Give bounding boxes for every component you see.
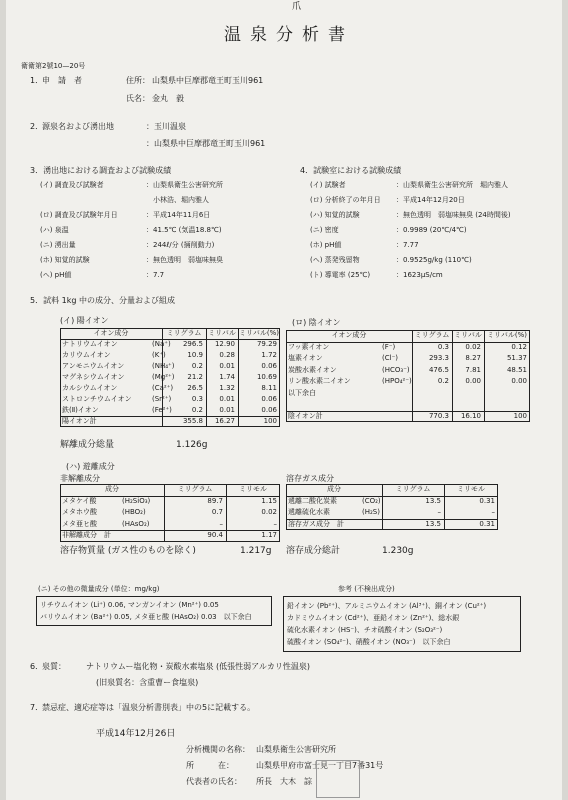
table-cell: 0.12 [511, 342, 527, 351]
field-label: (ロ) 調査及び試験年月日 [40, 211, 118, 219]
table-cell: 89.7 [207, 496, 223, 505]
ion-name: ナトリウムイオン [62, 340, 118, 348]
reference-line: カドミウムイオン (Cd²⁺)、亜鉛イオン (Zn²⁺)、総水銀 [287, 614, 460, 622]
field-value: ：41.5℃ (気温18.8℃) [146, 226, 222, 234]
table-cell: 8.11 [261, 384, 277, 392]
table-cell: 21.2 [187, 373, 203, 381]
reference-caption: 参考 (不検出成分) [338, 585, 395, 593]
field-value: ：0.9525g/kg (110℃) [396, 256, 472, 264]
ion-formula: (Fe²⁺) [152, 406, 172, 414]
table-header: ミリバル(%) [487, 331, 527, 339]
ion-name: アンモニウムイオン [62, 362, 125, 370]
field-label: (ホ) pH値 [310, 241, 342, 249]
field-label: (イ) 試験者 [310, 181, 346, 189]
right-shadow [562, 0, 568, 800]
table-cell: 0.2 [437, 377, 449, 385]
table-cell: 0.01 [219, 406, 235, 414]
field-value: 小林浩、堀内雅人 [146, 196, 209, 204]
official-seal [316, 760, 360, 798]
table-cell: – [491, 508, 495, 516]
ion-formula: (Na⁺) [152, 340, 171, 348]
table-cell: 48.51 [506, 365, 527, 374]
field-value: ：平成14年12月20日 [396, 196, 465, 204]
spring-quality: ナトリウムー塩化物・炭酸水素塩泉 (低張性弱アルカリ性温泉) [86, 662, 310, 671]
table-header: 成分 [327, 485, 341, 493]
representative-label: 代表者の氏名： [186, 777, 242, 786]
table-cell: 8.27 [465, 354, 481, 362]
table-total-cell: 13.5 [425, 519, 441, 528]
component-total-value: 1.230g [382, 546, 414, 556]
table-cell: 1.72 [261, 351, 277, 359]
table-total-cell: 355.8 [182, 417, 203, 425]
org-address-label: 所 在： [186, 761, 234, 770]
sec4-title: 4．試験室における試験成績 [300, 166, 402, 175]
table-cell: 7.81 [465, 365, 481, 374]
table-cell: 10.9 [187, 351, 203, 359]
table-total-cell: 16.10 [460, 411, 481, 420]
ion-name: フッ素イオン [288, 342, 330, 351]
ion-name: ストロンチウムイオン [62, 395, 132, 403]
table-cell: 0.2 [191, 406, 203, 414]
table-cell: 0.3 [191, 395, 203, 403]
field-label: (ハ) 泉温 [40, 226, 69, 234]
table-cell: 1.74 [219, 373, 235, 381]
table-cell: 0.3 [437, 342, 449, 351]
free-subcaption: 非解離成分 [60, 474, 100, 483]
table-header: ミリバル(%) [239, 329, 279, 337]
ion-formula: (H₂SiO₃) [122, 496, 151, 505]
field-value: ：山梨県衛生公害研究所 [146, 181, 223, 189]
field-value: ：1623μS/cm [396, 271, 443, 279]
ion-name: カルシウムイオン [62, 384, 118, 392]
spring-quality-label: 泉質： [42, 662, 66, 671]
field-label: (ニ) 湧出量 [40, 241, 76, 249]
table-header: イオン成分 [331, 331, 367, 339]
table-header: ミリグラム [395, 485, 431, 493]
document-title: 温泉分析書 [224, 25, 354, 45]
trace-line-2: バリウムイオン (Ba²⁺) 0.05, メタ亜ヒ酸 (HAsO₂) 0.03 以下余白 [40, 613, 252, 621]
ion-formula: (Cl⁻) [382, 354, 398, 362]
table-cell: 0.02 [261, 508, 277, 516]
table-cell: 0.06 [261, 362, 277, 370]
document-number: 衛衛第2號10—20号 [21, 62, 86, 70]
cations-caption: (イ) 陽イオン [60, 316, 109, 325]
table-cell: 0.00 [465, 377, 481, 385]
table-cell: 13.5 [425, 496, 441, 505]
table-header: ミリモル [457, 485, 485, 493]
table-cell: 0.31 [479, 496, 495, 505]
ion-formula: (CO₂) [362, 496, 381, 505]
ion-formula: (K⁺) [152, 351, 166, 359]
ion-formula: (HAsO₂) [122, 519, 150, 528]
ion-formula: (Sr²⁺) [152, 395, 172, 403]
solute-total-value: 1.217g [240, 546, 272, 556]
table-cell: 0.00 [511, 377, 527, 385]
field-label: (ヘ) pH値 [40, 271, 72, 279]
spring-location: ：山梨県中巨摩郡竜王町玉川961 [146, 139, 266, 148]
field-value: ：無色透明 弱塩味無臭 [146, 256, 223, 264]
applicant-address-label: 住所： [126, 76, 150, 85]
spring-name: ：玉川温泉 [146, 122, 186, 131]
representative-name: 所長 大木 誴 [256, 777, 312, 786]
dissolved-total-label: 解離成分総量 [60, 440, 115, 450]
sec2-num: 2． [30, 122, 44, 131]
field-label: (ニ) 密度 [310, 226, 339, 234]
sec6-num: 6． [30, 662, 44, 671]
old-spring-quality: (旧泉質名：含重曹ー食塩泉) [96, 678, 199, 687]
ion-name: メタケイ酸 [62, 496, 97, 505]
table-cell: 0.2 [191, 362, 203, 370]
table-header: ミリグラム [166, 329, 202, 337]
ion-name: 鉄(Ⅱ)イオン [62, 406, 99, 414]
ion-formula: (F⁻) [382, 342, 396, 351]
table-header: ミリバル [208, 329, 236, 337]
ion-formula: (HCO₃⁻) [382, 365, 410, 374]
table-header: ミリグラム [177, 485, 213, 493]
table-cell: 0.06 [261, 406, 277, 414]
field-value: ：0.9989 (20℃/4℃) [396, 226, 467, 234]
ion-name: 遞離硫化水素 [288, 508, 330, 516]
table-cell: 0.02 [465, 342, 481, 351]
table-cell: 293.3 [428, 354, 449, 362]
trace-caption: (ニ) その他の微量成分 (単位：mg/kg) [38, 585, 160, 593]
field-label: (イ) 調査及び試験者 [40, 181, 104, 189]
table-header: ミリバル [454, 331, 482, 339]
field-value: ：無色透明 弱塩味無臭 (24時間後) [396, 211, 511, 219]
gas-caption: 溶存ガス成分 [286, 474, 334, 483]
table-total-label: 溶存ガス成分 計 [288, 519, 344, 528]
field-label: (ハ) 知覚的試験 [310, 211, 360, 219]
component-total-label: 溶存成分総計 [286, 546, 341, 556]
reference-line: 硫酸イオン (SO₄²⁻)、硝酸イオン (NO₃⁻) 以下余白 [287, 638, 451, 646]
table-cell: 1.32 [219, 384, 235, 392]
table-cell: 476.5 [428, 365, 449, 374]
free-caption: (ハ) 遊離成分 [66, 462, 115, 471]
table-cell: 0.28 [219, 351, 235, 359]
org-label: 分析機関の名称： [186, 745, 250, 754]
table-header: ミリグラム [414, 331, 450, 339]
sec3-title: 3．湧出地における調査および試験成績 [30, 166, 172, 175]
table-cell: 1.15 [261, 496, 277, 505]
table-total-cell: 100 [263, 417, 277, 425]
field-value: ：平成14年11月6日 [146, 211, 211, 219]
ion-formula: (Mg²⁺) [152, 373, 175, 381]
field-value: ：7.77 [396, 241, 419, 249]
table-note: 以下余白 [288, 388, 316, 397]
table-cell: 79.29 [256, 340, 277, 348]
sec1-num: 1． [30, 76, 44, 85]
dissolved-total-value: 1.126g [176, 440, 208, 450]
sec5-title: 5．試料 1kg 中の成分、分量および組成 [30, 296, 175, 305]
ion-formula: (Ca²⁺) [152, 384, 174, 392]
table-total-cell: 770.3 [428, 411, 449, 420]
ion-name: リン酸水素二イオン [288, 377, 351, 385]
reference-line: 硫化水素イオン (HS⁻)、チオ硫酸イオン (S₂O₃²⁻) [287, 626, 443, 634]
org-name: 山梨県衛生公害研究所 [256, 745, 336, 754]
applicant-address: 山梨県中巨摩郡竜王町玉川961 [152, 76, 264, 85]
table-total-cell: 0.31 [479, 519, 495, 528]
table-cell: – [219, 519, 223, 528]
reference-line: 鉛イオン (Pb²⁺)、アルミニウムイオン (Al³⁺)、銅イオン (Cu²⁺) [287, 602, 487, 610]
ion-name: 遞離二酸化炭素 [288, 496, 337, 505]
table-cell: 296.5 [182, 340, 203, 348]
solute-total-label: 溶存物質量 (ガス性のものを除く) [60, 546, 196, 556]
ion-name: マグネシウムイオン [62, 373, 125, 381]
trace-line-1: リチウムイオン (Li⁺) 0.06, マンガンイオン (Mn²⁺) 0.05 [40, 601, 219, 609]
field-value: ：244ℓ/分 (掚削動力) [146, 241, 215, 249]
ion-formula: (H₂S) [362, 508, 380, 516]
applicant-name-label: 氏名： [126, 94, 150, 103]
table-cell: 51.37 [506, 354, 527, 362]
ion-formula: (NH₄⁺) [152, 362, 175, 370]
table-total-cell: 16.27 [214, 417, 235, 425]
applicant-name: 金丸 毅 [152, 94, 184, 103]
sec1-label: 申 請 者 [42, 76, 82, 85]
table-cell: 12.90 [214, 340, 235, 348]
table-total-cell: 100 [513, 411, 527, 420]
org-address: 山梨県甲府市富士見一丁目7番31号 [256, 761, 384, 770]
table-total-label: 陰イオン計 [288, 411, 323, 420]
table-cell: 0.06 [261, 395, 277, 403]
anions-caption: (ロ) 陰イオン [292, 318, 341, 327]
table-header: 成分 [105, 485, 119, 493]
ion-name: 塩素イオン [288, 354, 323, 362]
table-total-cell: 90.4 [207, 531, 223, 539]
table-total-label: 陽イオン計 [62, 417, 97, 425]
table-cell: 26.5 [187, 384, 203, 392]
indications-note: 禁忌症、適応症等は「温泉分析書別表」中の5に記載する。 [42, 703, 256, 712]
table-cell: 0.01 [219, 395, 235, 403]
sec7-num: 7． [30, 703, 44, 712]
table-cell: – [273, 519, 277, 528]
ion-formula: (HBO₂) [122, 508, 146, 516]
table-cell: 0.7 [211, 508, 223, 516]
issue-date: 平成14年12月26日 [96, 729, 176, 739]
table-header: イオン成分 [93, 329, 129, 337]
ion-name: メタ亜ヒ酸 [62, 519, 97, 528]
table-cell: 10.69 [256, 373, 277, 381]
field-label: (ホ) 知覚的試験 [40, 256, 90, 264]
ion-name: メタホウ酸 [62, 508, 97, 516]
table-header: ミリモル [239, 485, 267, 493]
ion-name: カリウムイオン [62, 351, 111, 359]
table-cell: – [437, 508, 441, 516]
top-mark: 爪 [292, 2, 302, 12]
table-total-cell: 1.17 [261, 531, 277, 539]
field-value: ：山梨県衛生公害研究所 堀内雅人 [396, 181, 508, 189]
ion-name: 炭酸水素イオン [288, 365, 337, 374]
field-label: (ヘ) 蒸発残留物 [310, 256, 360, 264]
field-label: (ト) 導電率 (25℃) [310, 271, 371, 279]
table-cell: 0.01 [219, 362, 235, 370]
sec2-label: 源泉名および湧出地 [42, 122, 114, 131]
field-value: ：7.7 [146, 271, 165, 279]
ion-formula: (HPO₄²⁻) [382, 377, 412, 385]
table-total-label: 非解離成分 計 [62, 531, 111, 539]
field-label: (ロ) 分析終了の年月日 [310, 196, 381, 204]
left-shadow [0, 0, 6, 800]
